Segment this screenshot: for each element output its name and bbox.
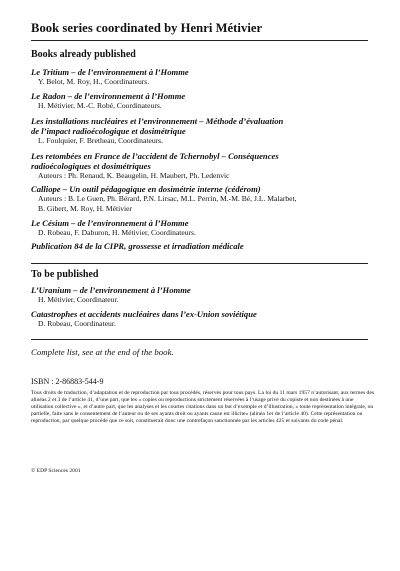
book-entry [31, 151, 376, 184]
book-title: Publication 84 de la CIPR, grossesse et irradiation médicale [31, 241, 244, 251]
book-authors: D. Robeau, F. Daburon, H. Métivier, Coordinateurs. [38, 228, 196, 237]
book-title: Les retombées en France de l’accident de Tchernobyl – Conséquences [31, 151, 279, 161]
divider-middle [31, 263, 368, 264]
book-entry [31, 184, 376, 218]
book-title-cont: de l’impact radioécologique et dosimétrique [31, 126, 186, 136]
book-authors: L. Foulquier, F. Bretheau, Coordinateurs. [38, 136, 163, 145]
book-title: L’Uranium – de l’environnement à l’Homme [31, 285, 191, 295]
published-list [31, 67, 376, 253]
book-entry [31, 285, 376, 309]
book-title: Le Radon – de l’environnement à l’Homme [31, 91, 186, 101]
book-authors: Auteurs : Ph. Renaud, K. Beaugelin, H. Maubert, Ph. Ledenvic [38, 171, 230, 180]
isbn: ISBN : 2-86883-544-9 [31, 377, 104, 386]
book-entry [31, 67, 376, 91]
book-title: Le Tritium – de l’environnement à l’Homme [31, 67, 189, 77]
divider-bottom [31, 339, 368, 340]
book-title: Le Césium – de l’environnement à l’Homme [31, 218, 189, 228]
divider-top [31, 40, 368, 41]
book-authors: H. Métivier, M.-C. Robé, Coordinateurs. [38, 101, 162, 110]
book-authors: Y. Belot, M. Roy, H., Coordinateurs. [38, 77, 150, 86]
book-title: Calliope – Un outil pédagogique en dosimétrie interne (cédérom) [31, 184, 261, 194]
book-title: Les installations nucléaires et l’environnement – Méthode d’évaluation [31, 116, 284, 126]
book-authors: Auteurs : B. Le Guen, Ph. Bérard, P.N. Lirsac, M.L. Perrin, M.-M. Bé, J.L. Malarbet, [38, 194, 297, 203]
book-entry [31, 116, 376, 151]
book-authors: H. Métivier, Coordinateur. [38, 295, 119, 304]
complete-list-note: Complete list, see at the end of the book. [31, 347, 174, 357]
series-title: Book series coordinated by Henri Métivier [31, 21, 263, 35]
book-entry [31, 91, 376, 116]
book-entry [31, 218, 376, 241]
book-authors-cont: B. Gibert, M. Roy, H. Métivier [38, 203, 132, 213]
copyright-notice: © EDP Sciences 2001 [31, 468, 81, 474]
book-entry [31, 309, 376, 333]
published-heading: Books already published [31, 49, 136, 60]
book-entry [31, 241, 376, 253]
legal-notice: Tous droits de traduction, d’adaptation et de reproduction par tous procédés, réservés pour tous pays. La loi du 11 mars 1957 n’autorisant, aux termes des alinéas 2 et 3 de l’article 41, d’une part, que les « copies ou reproductions strictement réservées à l’usage privé du copiste et non destinées à une utilisation collective », et d’autre part, que les analyses et les courtes citations dans un but d’exemple et d’illustration, « toute représentation intégrale, ou partielle, faite sans le consentement de l’auteur ou de ses ayants droit ou ayants cause est illicite» (alinéa 1er de l’article 40). Cette représentation ou reproduction, par quelque procédé que ce soit, constituerait donc une contrefaçon sanctionnée par les articles 425 et suivants du code pénal. [31, 390, 375, 424]
to-be-published-list [31, 285, 376, 333]
to-be-published-heading: To be published [31, 269, 99, 280]
book-title: Catastrophes et accidents nucléaires dans l’ex-Union soviétique [31, 309, 257, 319]
book-title-cont: radioécologiques et dosimétriques [31, 161, 151, 171]
book-authors: D. Robeau, Coordinateur. [38, 319, 116, 328]
